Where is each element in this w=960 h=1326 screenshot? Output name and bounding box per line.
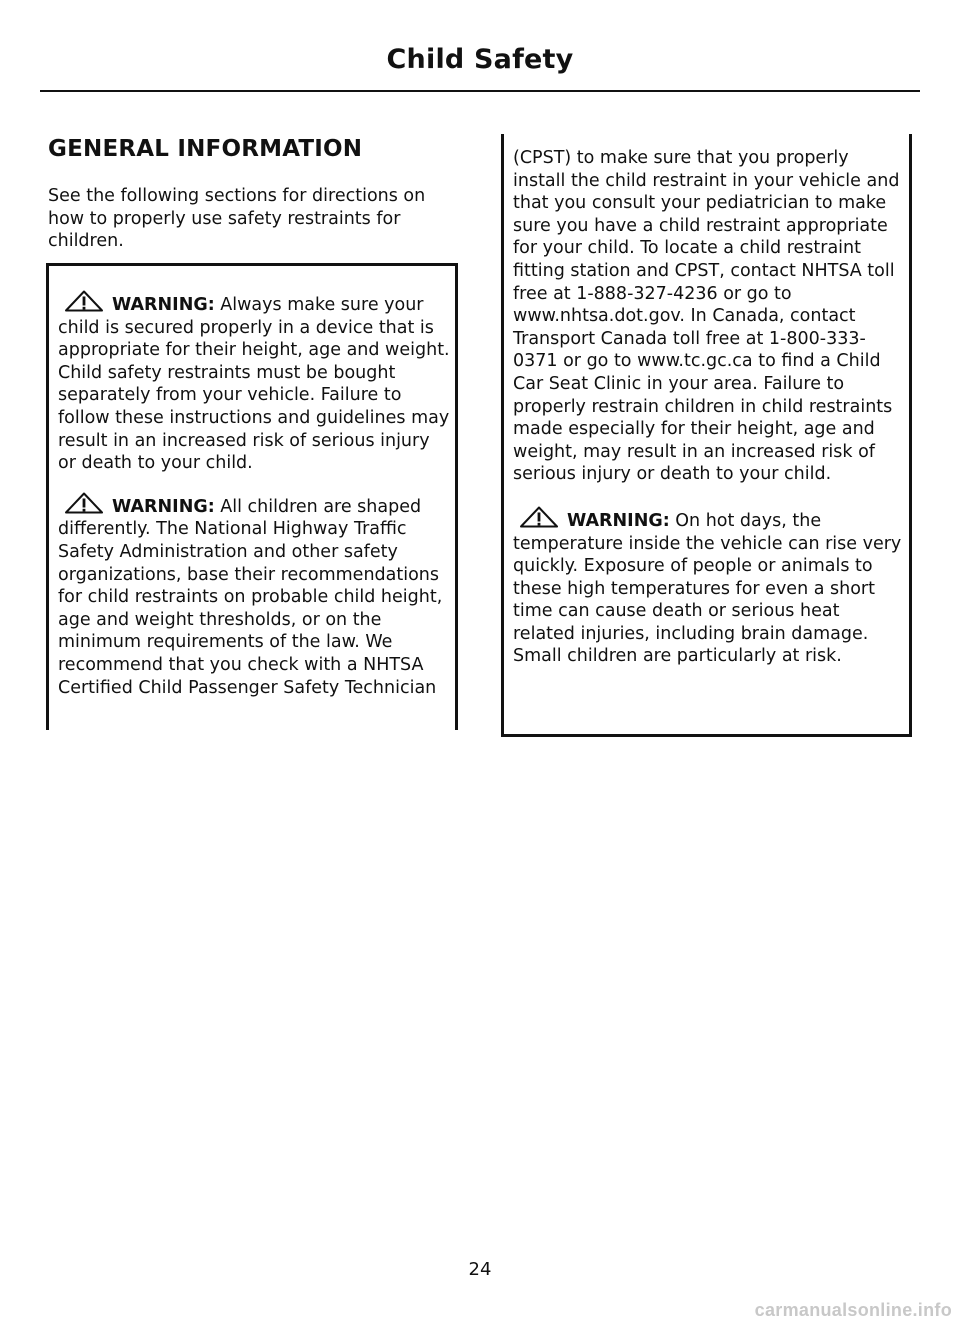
warning-3-text: On hot days, the temperature inside the vehicle can rise very quickly. Exposure of people or animals to these high temperatures for even a short time can cause death or serious heat related injuries, including brain damage. Small children are particularly at risk. (513, 510, 902, 667)
warning-box-left (46, 263, 458, 730)
warning-2-text: All children are shaped differently. The National Highway Traffic Safety Administration and other safety organizations, base their recommendations for child restraints on probable child height, age and weight thresholds, or on the minimum requirements of the law. We recommend that you check with a NHTSA Certified Child Passenger Safety Technician (58, 496, 443, 698)
warning-box-right (501, 134, 912, 737)
warning-2-continued: (CPST) to make sure that you properly install the child restraint in your vehicle and that you consult your pediatrician to make sure you have a child restraint appropriate for your child. To locate a child restraint fitting station and CPST, contact NHTSA toll free at 1-888-327-4236 or go to www.nhtsa.dot.gov. In Canada, contact Transport Canada toll free at 1-800-333-0371 or go to www.tc.gc.ca to find a Child Car Seat Clinic in your area. Failure to properly restrain children in child restraints made especially for their height, age and weight, may result in an increased risk of serious injury or death to your child. (513, 148, 900, 485)
watermark: carmanualsonline.info (754, 1300, 952, 1320)
warning-triangle-icon (519, 506, 559, 528)
intro-paragraph: See the following sections for directions on how to properly use safety restraints for children. (48, 186, 426, 251)
warning-1 (49, 290, 455, 475)
warning-triangle-icon (64, 290, 104, 312)
warning-3 (504, 506, 909, 668)
warning-label: WARNING: (112, 295, 215, 315)
warning-2 (49, 492, 455, 699)
warning-1-text: Always make sure your child is secured properly in a device that is appropriate for their height, age and weight. Child safety restraints must be bought separately from your vehicle. Failure to follow these instructions and guidelines may result in an increased risk of serious injury or death to your child. (58, 295, 450, 474)
page-header-title: Child Safety (386, 44, 574, 75)
header-divider (40, 90, 920, 92)
warning-label: WARNING: (112, 496, 215, 517)
page-number: 24 (468, 1259, 492, 1280)
warning-label: WARNING: (567, 510, 670, 531)
warning-triangle-icon (64, 492, 104, 514)
section-heading: GENERAL INFORMATION (48, 136, 363, 162)
